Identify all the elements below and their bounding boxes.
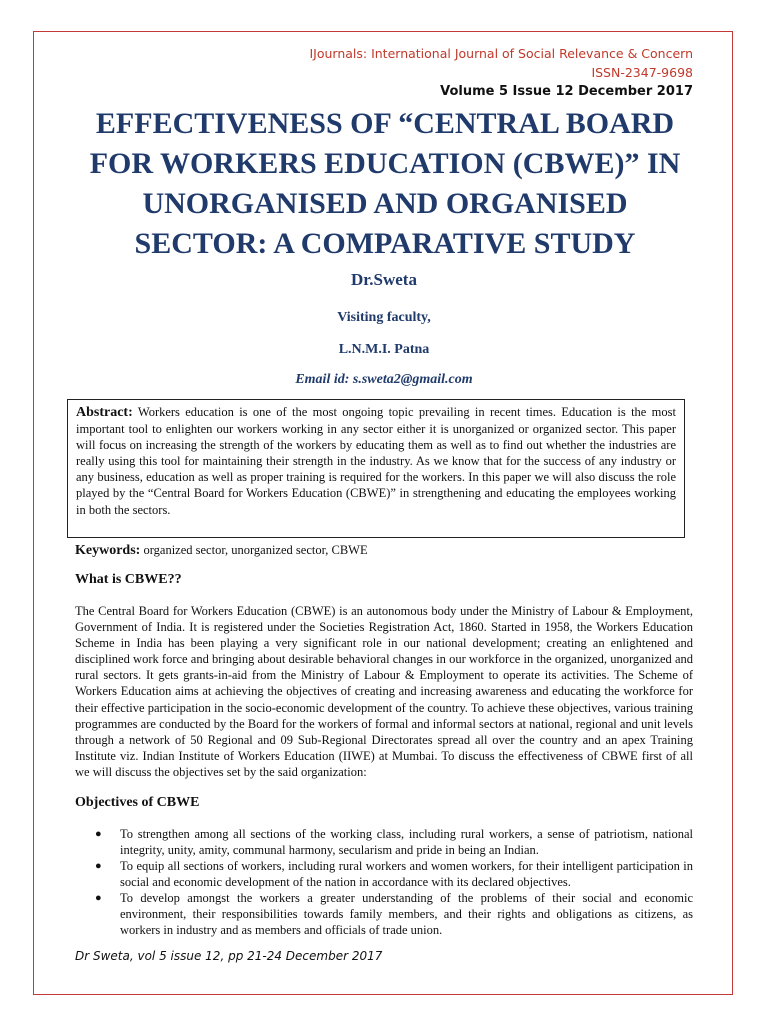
list-item bbox=[95, 891, 693, 938]
title-line: SECTOR: A COMPARATIVE STUDY bbox=[134, 227, 636, 260]
journal-volume: Volume 5 Issue 12 December 2017 bbox=[440, 84, 693, 99]
abstract-text: Workers education is one of the most ongoing topic prevailing in recent times. Education is the most important tool to enlighten our workers working in any sector either it is unorganized or organized sector. This paper will focus on increasing the strength of the workers by educating them as well as to find out whether the industries are really using this tool for maintaining their strength in the industry. As we know that for the success of any industry or any business, education as well as proper training is required for the workers. In this paper we will also discuss the role played by the “Central Board for Workers Education (CBWE)” in strengthening and educating the employees working in both the sectors. bbox=[76, 405, 676, 517]
title-line: EFFECTIVENESS OF “CENTRAL BOARD bbox=[95, 107, 675, 140]
author-name: Dr.Sweta bbox=[351, 270, 417, 289]
section-paragraph-what-is-cbwe: The Central Board for Workers Education (CBWE) is an autonomous body under the Ministry of Labour & Employment, Government of India. It is registered under the Societies Registration Act, 1860. Started in 1958, the Workers Education Scheme in India has been playing a very significant role in our national development; creating an enlightened and disciplined work force and bringing about desirable behavioral changes in our workforce in the organized, unorganized and rural sectors. It gets grants-in-aid from the Ministry of Labour & Employment to operate its activities. The Scheme of Workers Education aims at achieving the objectives of creating and increasing awareness and educating the workforce for their effective participation in the socio-economic development of the country. To achieve these objectives, various training programmes are conducted by the Board for the workers of formal and informal sectors at national, regional and unit levels through a network of 50 Regional and 09 Sub-Regional Directorates spread all over the country and an apex Training Institute viz. Indian Institute of Workers Education (IIWE) at Mumbai. To discuss the effectiveness of CBWE first of all we will discuss the objectives set by the said organization: bbox=[75, 604, 693, 779]
bullet-icon: ● bbox=[95, 892, 102, 905]
list-item bbox=[95, 859, 693, 890]
list-item-text: To equip all sections of workers, including rural workers and women workers, for their intelligent participation in social and economic development of the nation in accordance with its declared objectives. bbox=[120, 859, 693, 889]
title-line: FOR WORKERS EDUCATION (CBWE)” IN bbox=[89, 147, 681, 180]
author-email: Email id: s.sweta2@gmail.com bbox=[295, 372, 473, 387]
journal-issn: ISSN-2347-9698 bbox=[591, 65, 693, 80]
abstract-label: Abstract: bbox=[76, 405, 133, 420]
page-footer-citation: Dr Sweta, vol 5 issue 12, pp 21-24 December 2017 bbox=[75, 949, 383, 963]
title-line: UNORGANISED AND ORGANISED bbox=[142, 187, 628, 220]
bullet-icon: ● bbox=[95, 860, 102, 873]
section-heading-what-is-cbwe: What is CBWE?? bbox=[75, 572, 182, 587]
author-position: Visiting faculty, bbox=[337, 310, 431, 325]
keywords-label: Keywords: bbox=[75, 543, 141, 558]
list-item-text: To strengthen among all sections of the working class, including rural workers, a sense of patriotism, national integrity, unity, amity, communal harmony, secularism and pride in being an Indian. bbox=[120, 827, 693, 857]
keywords-text: organized sector, unorganized sector, CBWE bbox=[143, 543, 368, 557]
section-heading-objectives: Objectives of CBWE bbox=[75, 795, 200, 810]
objectives-list bbox=[95, 827, 693, 939]
abstract-box bbox=[67, 399, 685, 538]
bullet-icon: ● bbox=[95, 828, 102, 840]
list-item bbox=[95, 827, 693, 858]
list-item-text: To develop amongst the workers a greater understanding of the problems of their social and economic environment, their responsibilities towards family members, and their rights and obligations as citizens, as workers in industry and as members and officials of trade union. bbox=[120, 891, 693, 937]
keywords bbox=[75, 543, 368, 559]
author-institution: L.N.M.I. Patna bbox=[338, 342, 430, 357]
paper-title bbox=[60, 104, 710, 264]
journal-header bbox=[309, 44, 693, 101]
journal-name: IJournals: International Journal of Social Relevance & Concern bbox=[309, 46, 693, 61]
